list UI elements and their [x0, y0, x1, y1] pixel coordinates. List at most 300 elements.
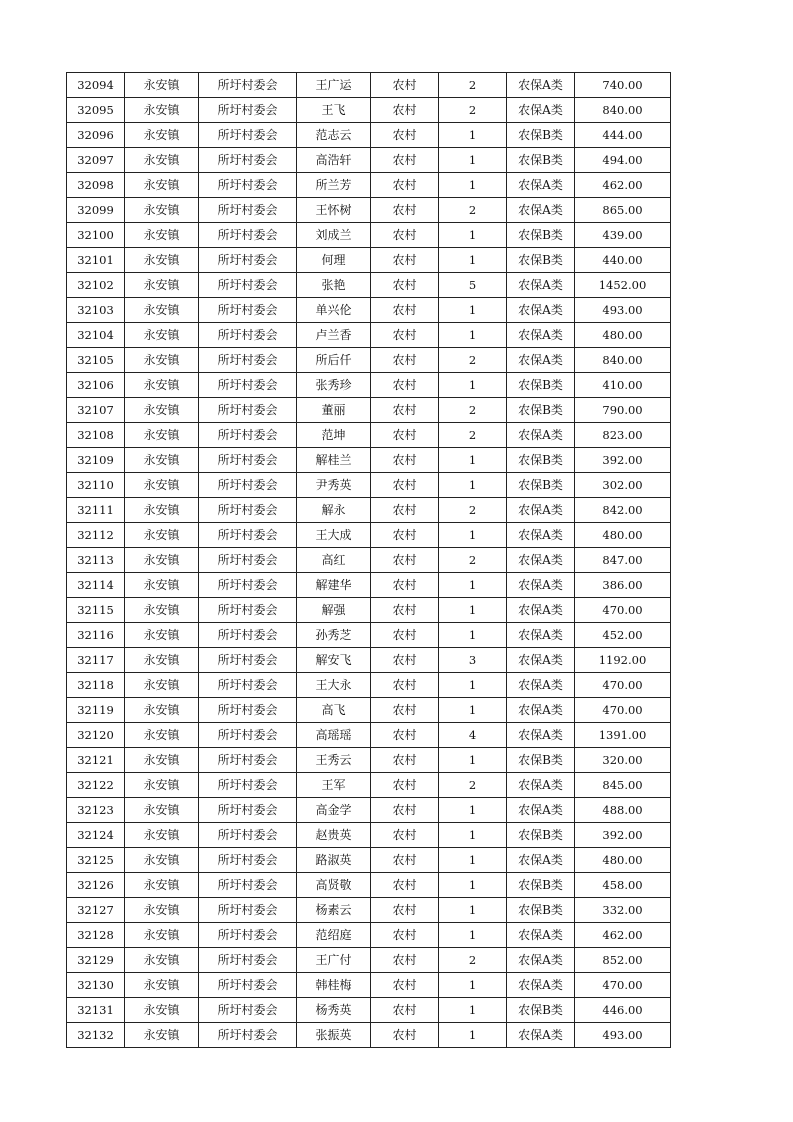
village-committee-cell: 所圩村委会 — [199, 948, 297, 973]
table-row — [67, 698, 671, 723]
area-type-cell: 农村 — [371, 273, 439, 298]
household-count-cell: 3 — [439, 648, 507, 673]
record-id-cell: 32125 — [67, 848, 125, 873]
person-name-cell: 何理 — [297, 248, 371, 273]
household-count-cell: 1 — [439, 873, 507, 898]
amount-cell: 847.00 — [575, 548, 671, 573]
table-row — [67, 1023, 671, 1048]
town-cell: 永安镇 — [125, 323, 199, 348]
record-id-cell: 32132 — [67, 1023, 125, 1048]
village-committee-cell: 所圩村委会 — [199, 873, 297, 898]
person-name-cell: 高红 — [297, 548, 371, 573]
town-cell: 永安镇 — [125, 398, 199, 423]
household-count-cell: 1 — [439, 998, 507, 1023]
person-name-cell: 杨素云 — [297, 898, 371, 923]
amount-cell: 470.00 — [575, 673, 671, 698]
record-id-cell: 32123 — [67, 798, 125, 823]
area-type-cell: 农村 — [371, 148, 439, 173]
insurance-class-cell: 农保A类 — [507, 973, 575, 998]
area-type-cell: 农村 — [371, 823, 439, 848]
person-name-cell: 高瑶瑶 — [297, 723, 371, 748]
village-committee-cell: 所圩村委会 — [199, 198, 297, 223]
record-id-cell: 32128 — [67, 923, 125, 948]
household-count-cell: 1 — [439, 623, 507, 648]
table-row — [67, 848, 671, 873]
amount-cell: 840.00 — [575, 348, 671, 373]
record-id-cell: 32130 — [67, 973, 125, 998]
area-type-cell: 农村 — [371, 873, 439, 898]
household-count-cell: 1 — [439, 598, 507, 623]
record-id-cell: 32103 — [67, 298, 125, 323]
person-name-cell: 董丽 — [297, 398, 371, 423]
insurance-class-cell: 农保B类 — [507, 223, 575, 248]
table-row — [67, 148, 671, 173]
person-name-cell: 卢兰香 — [297, 323, 371, 348]
record-id-cell: 32108 — [67, 423, 125, 448]
household-count-cell: 1 — [439, 673, 507, 698]
amount-cell: 446.00 — [575, 998, 671, 1023]
record-id-cell: 32095 — [67, 98, 125, 123]
insurance-class-cell: 农保A类 — [507, 323, 575, 348]
area-type-cell: 农村 — [371, 948, 439, 973]
person-name-cell: 尹秀英 — [297, 473, 371, 498]
village-committee-cell: 所圩村委会 — [199, 273, 297, 298]
person-name-cell: 范绍庭 — [297, 923, 371, 948]
amount-cell: 1192.00 — [575, 648, 671, 673]
amount-cell: 410.00 — [575, 373, 671, 398]
insurance-class-cell: 农保A类 — [507, 523, 575, 548]
household-count-cell: 1 — [439, 848, 507, 873]
area-type-cell: 农村 — [371, 498, 439, 523]
insurance-class-cell: 农保A类 — [507, 573, 575, 598]
household-count-cell: 1 — [439, 698, 507, 723]
town-cell: 永安镇 — [125, 798, 199, 823]
table-row — [67, 323, 671, 348]
record-id-cell: 32119 — [67, 698, 125, 723]
table-row — [67, 98, 671, 123]
insurance-class-cell: 农保B类 — [507, 473, 575, 498]
record-id-cell: 32112 — [67, 523, 125, 548]
record-id-cell: 32122 — [67, 773, 125, 798]
record-id-cell: 32098 — [67, 173, 125, 198]
amount-cell: 823.00 — [575, 423, 671, 448]
town-cell: 永安镇 — [125, 248, 199, 273]
record-id-cell: 32127 — [67, 898, 125, 923]
records-table — [66, 72, 671, 1048]
town-cell: 永安镇 — [125, 348, 199, 373]
person-name-cell: 王大成 — [297, 523, 371, 548]
record-id-cell: 32106 — [67, 373, 125, 398]
person-name-cell: 范志云 — [297, 123, 371, 148]
record-id-cell: 32114 — [67, 573, 125, 598]
insurance-class-cell: 农保B类 — [507, 873, 575, 898]
town-cell: 永安镇 — [125, 123, 199, 148]
area-type-cell: 农村 — [371, 848, 439, 873]
village-committee-cell: 所圩村委会 — [199, 473, 297, 498]
insurance-class-cell: 农保B类 — [507, 123, 575, 148]
village-committee-cell: 所圩村委会 — [199, 773, 297, 798]
person-name-cell: 王大永 — [297, 673, 371, 698]
village-committee-cell: 所圩村委会 — [199, 498, 297, 523]
table-row — [67, 898, 671, 923]
town-cell: 永安镇 — [125, 723, 199, 748]
amount-cell: 1391.00 — [575, 723, 671, 748]
insurance-class-cell: 农保A类 — [507, 848, 575, 873]
person-name-cell: 解永 — [297, 498, 371, 523]
person-name-cell: 所兰芳 — [297, 173, 371, 198]
amount-cell: 462.00 — [575, 173, 671, 198]
table-row — [67, 548, 671, 573]
table-row — [67, 298, 671, 323]
table-row — [67, 598, 671, 623]
amount-cell: 842.00 — [575, 498, 671, 523]
amount-cell: 439.00 — [575, 223, 671, 248]
record-id-cell: 32117 — [67, 648, 125, 673]
area-type-cell: 农村 — [371, 523, 439, 548]
person-name-cell: 王广运 — [297, 73, 371, 98]
table-row — [67, 248, 671, 273]
person-name-cell: 张艳 — [297, 273, 371, 298]
town-cell: 永安镇 — [125, 1023, 199, 1048]
person-name-cell: 王飞 — [297, 98, 371, 123]
area-type-cell: 农村 — [371, 248, 439, 273]
record-id-cell: 32097 — [67, 148, 125, 173]
village-committee-cell: 所圩村委会 — [199, 598, 297, 623]
table-row — [67, 923, 671, 948]
insurance-class-cell: 农保B类 — [507, 248, 575, 273]
table-row — [67, 223, 671, 248]
record-id-cell: 32096 — [67, 123, 125, 148]
table-row — [67, 123, 671, 148]
record-id-cell: 32101 — [67, 248, 125, 273]
amount-cell: 320.00 — [575, 748, 671, 773]
village-committee-cell: 所圩村委会 — [199, 548, 297, 573]
village-committee-cell: 所圩村委会 — [199, 523, 297, 548]
table-row — [67, 573, 671, 598]
amount-cell: 470.00 — [575, 973, 671, 998]
town-cell: 永安镇 — [125, 673, 199, 698]
amount-cell: 493.00 — [575, 1023, 671, 1048]
insurance-class-cell: 农保B类 — [507, 823, 575, 848]
record-id-cell: 32105 — [67, 348, 125, 373]
amount-cell: 488.00 — [575, 798, 671, 823]
village-committee-cell: 所圩村委会 — [199, 798, 297, 823]
household-count-cell: 1 — [439, 573, 507, 598]
household-count-cell: 1 — [439, 748, 507, 773]
record-id-cell: 32113 — [67, 548, 125, 573]
amount-cell: 332.00 — [575, 898, 671, 923]
record-id-cell: 32131 — [67, 998, 125, 1023]
town-cell: 永安镇 — [125, 898, 199, 923]
village-committee-cell: 所圩村委会 — [199, 848, 297, 873]
household-count-cell: 1 — [439, 798, 507, 823]
table-row — [67, 473, 671, 498]
household-count-cell: 2 — [439, 423, 507, 448]
area-type-cell: 农村 — [371, 73, 439, 98]
area-type-cell: 农村 — [371, 998, 439, 1023]
area-type-cell: 农村 — [371, 323, 439, 348]
table-row — [67, 273, 671, 298]
table-row — [67, 623, 671, 648]
person-name-cell: 解强 — [297, 598, 371, 623]
insurance-class-cell: 农保A类 — [507, 348, 575, 373]
insurance-class-cell: 农保B类 — [507, 148, 575, 173]
amount-cell: 1452.00 — [575, 273, 671, 298]
town-cell: 永安镇 — [125, 498, 199, 523]
insurance-class-cell: 农保A类 — [507, 498, 575, 523]
table-row — [67, 673, 671, 698]
amount-cell: 462.00 — [575, 923, 671, 948]
area-type-cell: 农村 — [371, 573, 439, 598]
village-committee-cell: 所圩村委会 — [199, 398, 297, 423]
table-row — [67, 448, 671, 473]
record-id-cell: 32120 — [67, 723, 125, 748]
area-type-cell: 农村 — [371, 648, 439, 673]
household-count-cell: 2 — [439, 348, 507, 373]
area-type-cell: 农村 — [371, 673, 439, 698]
town-cell: 永安镇 — [125, 298, 199, 323]
table-row — [67, 73, 671, 98]
person-name-cell: 杨秀英 — [297, 998, 371, 1023]
village-committee-cell: 所圩村委会 — [199, 148, 297, 173]
town-cell: 永安镇 — [125, 998, 199, 1023]
area-type-cell: 农村 — [371, 698, 439, 723]
table-row — [67, 198, 671, 223]
village-committee-cell: 所圩村委会 — [199, 698, 297, 723]
town-cell: 永安镇 — [125, 173, 199, 198]
village-committee-cell: 所圩村委会 — [199, 898, 297, 923]
table-row — [67, 348, 671, 373]
amount-cell: 790.00 — [575, 398, 671, 423]
area-type-cell: 农村 — [371, 173, 439, 198]
village-committee-cell: 所圩村委会 — [199, 323, 297, 348]
household-count-cell: 1 — [439, 898, 507, 923]
person-name-cell: 韩桂梅 — [297, 973, 371, 998]
household-count-cell: 1 — [439, 323, 507, 348]
village-committee-cell: 所圩村委会 — [199, 298, 297, 323]
town-cell: 永安镇 — [125, 948, 199, 973]
insurance-class-cell: 农保A类 — [507, 423, 575, 448]
area-type-cell: 农村 — [371, 123, 439, 148]
insurance-class-cell: 农保A类 — [507, 798, 575, 823]
person-name-cell: 高贤敬 — [297, 873, 371, 898]
record-id-cell: 32099 — [67, 198, 125, 223]
table-row — [67, 423, 671, 448]
village-committee-cell: 所圩村委会 — [199, 823, 297, 848]
table-row — [67, 523, 671, 548]
table-row — [67, 873, 671, 898]
household-count-cell: 1 — [439, 148, 507, 173]
table-row — [67, 948, 671, 973]
insurance-class-cell: 农保B类 — [507, 898, 575, 923]
town-cell: 永安镇 — [125, 773, 199, 798]
table-row — [67, 798, 671, 823]
record-id-cell: 32100 — [67, 223, 125, 248]
household-count-cell: 2 — [439, 948, 507, 973]
record-id-cell: 32118 — [67, 673, 125, 698]
town-cell: 永安镇 — [125, 223, 199, 248]
village-committee-cell: 所圩村委会 — [199, 98, 297, 123]
amount-cell: 386.00 — [575, 573, 671, 598]
household-count-cell: 2 — [439, 498, 507, 523]
village-committee-cell: 所圩村委会 — [199, 648, 297, 673]
town-cell: 永安镇 — [125, 448, 199, 473]
town-cell: 永安镇 — [125, 573, 199, 598]
household-count-cell: 2 — [439, 548, 507, 573]
village-committee-cell: 所圩村委会 — [199, 248, 297, 273]
area-type-cell: 农村 — [371, 98, 439, 123]
table-row — [67, 823, 671, 848]
town-cell: 永安镇 — [125, 73, 199, 98]
amount-cell: 865.00 — [575, 198, 671, 223]
insurance-class-cell: 农保A类 — [507, 773, 575, 798]
person-name-cell: 解建华 — [297, 573, 371, 598]
amount-cell: 852.00 — [575, 948, 671, 973]
town-cell: 永安镇 — [125, 98, 199, 123]
town-cell: 永安镇 — [125, 548, 199, 573]
village-committee-cell: 所圩村委会 — [199, 423, 297, 448]
town-cell: 永安镇 — [125, 873, 199, 898]
insurance-class-cell: 农保A类 — [507, 273, 575, 298]
village-committee-cell: 所圩村委会 — [199, 1023, 297, 1048]
household-count-cell: 2 — [439, 398, 507, 423]
person-name-cell: 范坤 — [297, 423, 371, 448]
person-name-cell: 孙秀芝 — [297, 623, 371, 648]
household-count-cell: 1 — [439, 473, 507, 498]
town-cell: 永安镇 — [125, 373, 199, 398]
insurance-class-cell: 农保A类 — [507, 598, 575, 623]
amount-cell: 444.00 — [575, 123, 671, 148]
table-row — [67, 648, 671, 673]
amount-cell: 480.00 — [575, 848, 671, 873]
amount-cell: 392.00 — [575, 448, 671, 473]
village-committee-cell: 所圩村委会 — [199, 373, 297, 398]
record-id-cell: 32121 — [67, 748, 125, 773]
household-count-cell: 1 — [439, 248, 507, 273]
record-id-cell: 32110 — [67, 473, 125, 498]
town-cell: 永安镇 — [125, 198, 199, 223]
person-name-cell: 张振英 — [297, 1023, 371, 1048]
person-name-cell: 王怀树 — [297, 198, 371, 223]
area-type-cell: 农村 — [371, 798, 439, 823]
person-name-cell: 解安飞 — [297, 648, 371, 673]
amount-cell: 740.00 — [575, 73, 671, 98]
area-type-cell: 农村 — [371, 598, 439, 623]
insurance-class-cell: 农保B类 — [507, 373, 575, 398]
person-name-cell: 张秀珍 — [297, 373, 371, 398]
record-id-cell: 32104 — [67, 323, 125, 348]
amount-cell: 493.00 — [575, 298, 671, 323]
table-row — [67, 998, 671, 1023]
village-committee-cell: 所圩村委会 — [199, 623, 297, 648]
town-cell: 永安镇 — [125, 748, 199, 773]
table-row — [67, 173, 671, 198]
area-type-cell: 农村 — [371, 348, 439, 373]
amount-cell: 470.00 — [575, 598, 671, 623]
village-committee-cell: 所圩村委会 — [199, 573, 297, 598]
village-committee-cell: 所圩村委会 — [199, 73, 297, 98]
insurance-class-cell: 农保A类 — [507, 623, 575, 648]
town-cell: 永安镇 — [125, 848, 199, 873]
area-type-cell: 农村 — [371, 973, 439, 998]
insurance-class-cell: 农保A类 — [507, 1023, 575, 1048]
amount-cell: 480.00 — [575, 323, 671, 348]
person-name-cell: 刘成兰 — [297, 223, 371, 248]
household-count-cell: 1 — [439, 923, 507, 948]
village-committee-cell: 所圩村委会 — [199, 173, 297, 198]
amount-cell: 470.00 — [575, 698, 671, 723]
record-id-cell: 32111 — [67, 498, 125, 523]
amount-cell: 494.00 — [575, 148, 671, 173]
record-id-cell: 32115 — [67, 598, 125, 623]
household-count-cell: 5 — [439, 273, 507, 298]
insurance-class-cell: 农保A类 — [507, 648, 575, 673]
insurance-class-cell: 农保A类 — [507, 698, 575, 723]
person-name-cell: 所后仟 — [297, 348, 371, 373]
area-type-cell: 农村 — [371, 773, 439, 798]
amount-cell: 452.00 — [575, 623, 671, 648]
table-row — [67, 973, 671, 998]
household-count-cell: 2 — [439, 198, 507, 223]
table-row — [67, 773, 671, 798]
insurance-class-cell: 农保B类 — [507, 398, 575, 423]
village-committee-cell: 所圩村委会 — [199, 348, 297, 373]
insurance-class-cell: 农保A类 — [507, 198, 575, 223]
table-body — [67, 73, 671, 1048]
household-count-cell: 1 — [439, 123, 507, 148]
area-type-cell: 农村 — [371, 373, 439, 398]
household-count-cell: 2 — [439, 73, 507, 98]
area-type-cell: 农村 — [371, 398, 439, 423]
table-row — [67, 398, 671, 423]
area-type-cell: 农村 — [371, 198, 439, 223]
household-count-cell: 1 — [439, 1023, 507, 1048]
insurance-class-cell: 农保B类 — [507, 998, 575, 1023]
record-id-cell: 32129 — [67, 948, 125, 973]
insurance-class-cell: 农保A类 — [507, 548, 575, 573]
town-cell: 永安镇 — [125, 823, 199, 848]
town-cell: 永安镇 — [125, 973, 199, 998]
insurance-class-cell: 农保B类 — [507, 448, 575, 473]
person-name-cell: 高浩轩 — [297, 148, 371, 173]
town-cell: 永安镇 — [125, 623, 199, 648]
table-row — [67, 498, 671, 523]
household-count-cell: 2 — [439, 98, 507, 123]
area-type-cell: 农村 — [371, 298, 439, 323]
insurance-class-cell: 农保A类 — [507, 923, 575, 948]
household-count-cell: 1 — [439, 298, 507, 323]
amount-cell: 840.00 — [575, 98, 671, 123]
record-id-cell: 32126 — [67, 873, 125, 898]
amount-cell: 458.00 — [575, 873, 671, 898]
person-name-cell: 单兴伦 — [297, 298, 371, 323]
person-name-cell: 高飞 — [297, 698, 371, 723]
insurance-class-cell: 农保A类 — [507, 723, 575, 748]
person-name-cell: 赵贵英 — [297, 823, 371, 848]
area-type-cell: 农村 — [371, 723, 439, 748]
area-type-cell: 农村 — [371, 898, 439, 923]
amount-cell: 480.00 — [575, 523, 671, 548]
household-count-cell: 1 — [439, 973, 507, 998]
household-count-cell: 1 — [439, 523, 507, 548]
insurance-class-cell: 农保A类 — [507, 98, 575, 123]
village-committee-cell: 所圩村委会 — [199, 448, 297, 473]
amount-cell: 392.00 — [575, 823, 671, 848]
insurance-class-cell: 农保A类 — [507, 73, 575, 98]
person-name-cell: 王秀云 — [297, 748, 371, 773]
insurance-class-cell: 农保B类 — [507, 748, 575, 773]
record-id-cell: 32107 — [67, 398, 125, 423]
